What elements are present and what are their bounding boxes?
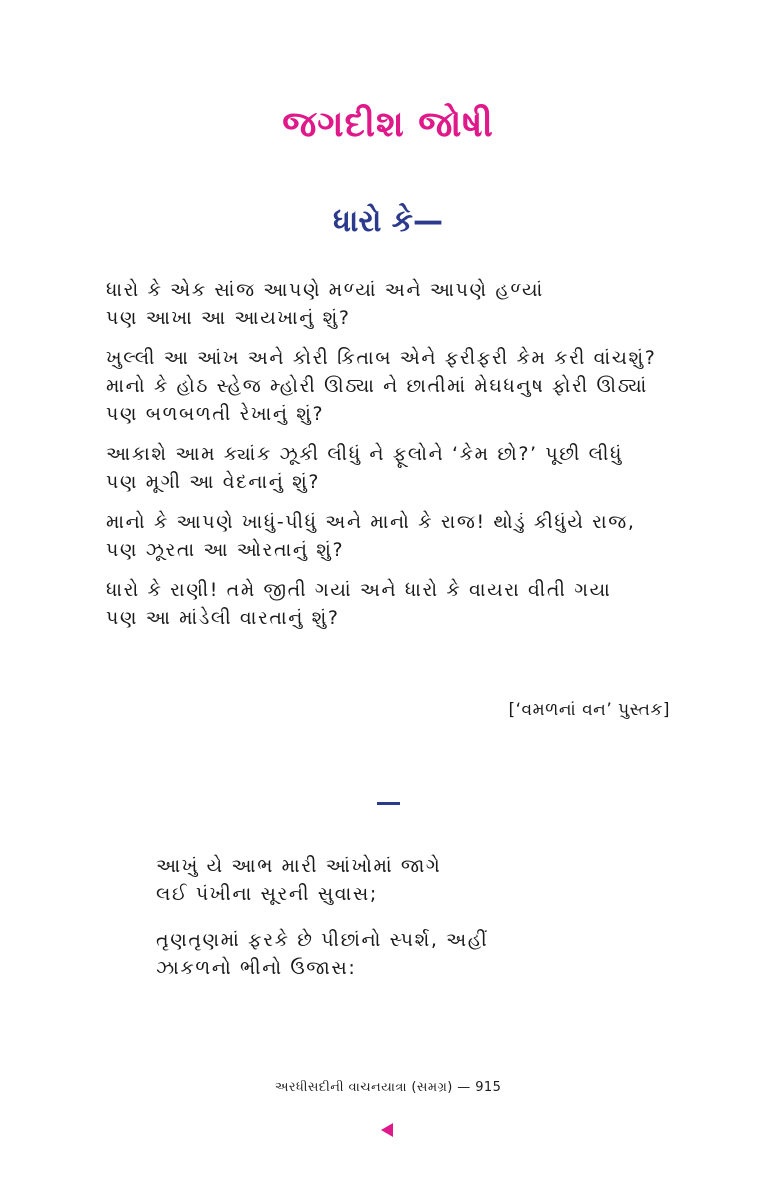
poem-line: ધારો કે રાણી! તમે જીતી ગયાં અને ધારો કે વાયરા વીતી ગયા bbox=[106, 579, 612, 601]
poem-line: તૃણતૃણમાં ફરકે છે પીછાંનો સ્પર્શ, અહીં bbox=[156, 929, 489, 951]
poem-title: ધારો કે— bbox=[333, 204, 443, 239]
poem-line: ઝાકળનો ભીનો ઉજાસ: bbox=[156, 957, 357, 979]
poem-line: પણ આ માંડેલી વારતાનું શું? bbox=[106, 607, 340, 629]
poem-line: આકાશે આમ ક્યાંક ઝૂકી લીધું ને ફૂલોને ‘કેમ છો?’ પૂછી લીધું bbox=[106, 443, 624, 465]
stanza bbox=[106, 440, 686, 496]
poem-line: ધારો કે એક સાંજ આપણે મળ્યાં અને આપણે હળ્યાં bbox=[106, 279, 544, 301]
stanza bbox=[156, 852, 636, 908]
poem-line: પણ ઝૂરતા આ ઓરતાનું શું? bbox=[106, 539, 345, 561]
poem-line: માનો કે આપણે ખાધું-પીધું અને માનો કે રાજ! થોડું કીધુંયે રાજ, bbox=[106, 511, 636, 533]
stanza bbox=[106, 276, 686, 332]
poem-line: ખુલ્લી આ આંખ અને કોરી કિતાબ એને ફરીફરી કેમ કરી વાંચશું? bbox=[106, 347, 657, 369]
stanza bbox=[106, 344, 686, 428]
stanza bbox=[106, 508, 686, 564]
poem-excerpt bbox=[156, 852, 636, 1000]
poem-line: પણ બળબળતી રેખાનું શું? bbox=[106, 403, 325, 425]
page-footer: અરધીસદીની વાચનયાત્રા (સમગ્ર) — 915 bbox=[274, 1080, 502, 1095]
stanza bbox=[106, 576, 686, 632]
poem-line: માનો કે હોઠ સ્હેજ મ્હોરી ઊઠ્યા ને છાતીમાં મેઘધનુષ ફોરી ઊઠ્યાં bbox=[106, 375, 648, 397]
poem-line: લઈ પંખીના સૂરની સુવાસ; bbox=[156, 883, 378, 905]
poem-line: આખું યે આભ મારી આંખોમાં જાગે bbox=[156, 855, 442, 877]
source-citation: [‘વમળનાં વન’ પુસ્તક] bbox=[508, 700, 670, 720]
poem-body bbox=[106, 276, 686, 644]
section-divider bbox=[377, 802, 400, 805]
author-heading: જગદીશ જોષી bbox=[282, 104, 494, 145]
stanza bbox=[156, 926, 636, 982]
poem-line: પણ આખા આ આયખાનું શું? bbox=[106, 307, 351, 329]
previous-page-arrow-icon[interactable] bbox=[381, 1123, 393, 1137]
poem-line: પણ મૂગી આ વેદનાનું શું? bbox=[106, 471, 321, 493]
